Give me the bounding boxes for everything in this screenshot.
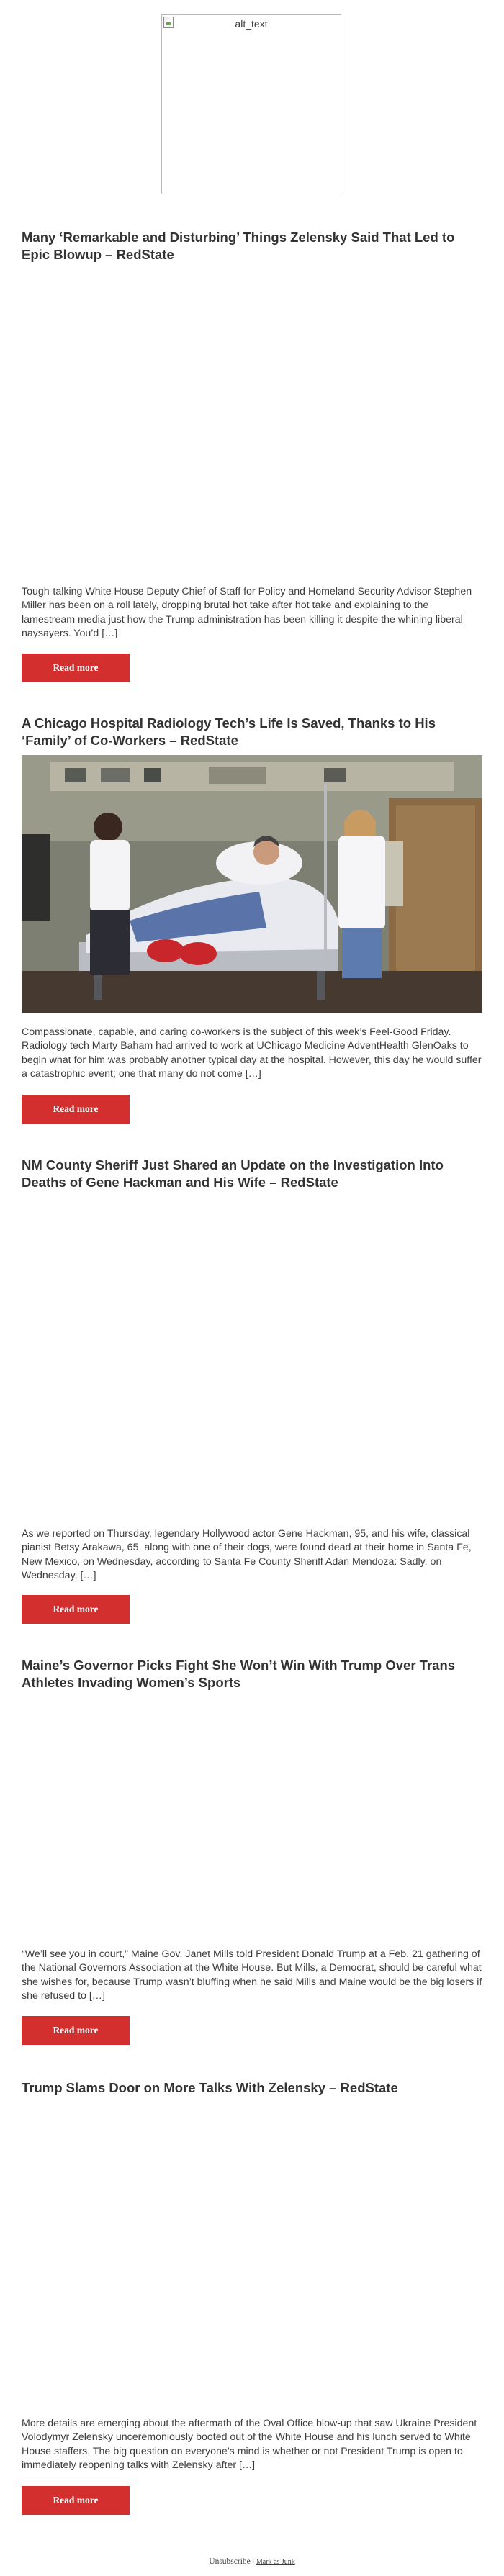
read-more-button[interactable]: Read more bbox=[22, 2486, 130, 2515]
article-card bbox=[22, 1157, 482, 1624]
read-more-button[interactable]: Read more bbox=[22, 654, 130, 682]
footer bbox=[0, 2557, 504, 2566]
article-title[interactable]: A Chicago Hospital Radiology Tech’s Life Is Saved, Thanks to His ‘Family’ of Co-Workers – RedState bbox=[22, 715, 436, 748]
article-card bbox=[22, 2079, 482, 2529]
read-more-button[interactable]: Read more bbox=[22, 1095, 130, 1124]
hospital-room-photo bbox=[22, 755, 482, 1013]
article-card bbox=[22, 715, 482, 1147]
article-image-placeholder bbox=[22, 1198, 482, 1526]
article-title[interactable]: NM County Sheriff Just Shared an Update on the Investigation Into Deaths of Gene Hackman and His Wife – RedState bbox=[22, 1157, 444, 1190]
article-title[interactable]: Maine’s Governor Picks Fight She Won’t Win With Trump Over Trans Athletes Invading Women’s Sports bbox=[22, 1658, 456, 1690]
article-excerpt: Tough-talking White House Deputy Chief of Staff for Policy and Homeland Security Advisor Stephen Miller has been on a roll lately, dropping brutal hot take after hot take and explaining to the lamestream media just how the Trump administration has been killing it despite the whining liberal naysayers. You’d […] bbox=[22, 586, 472, 640]
unsubscribe-label[interactable]: Unsubscribe bbox=[209, 2557, 251, 2566]
read-more-button[interactable]: Read more bbox=[22, 2016, 130, 2045]
article-card bbox=[22, 229, 482, 684]
article-excerpt: More details are emerging about the aftermath of the Oval Office blow-up that saw Ukraine President Volodymyr Zelensky unceremoniously booted out of the White House and his lunch served to White House staffers. The big question on everyone’s mind is whether or not President Trump is open to immediately reopening talks with Zelensky after […] bbox=[22, 2418, 477, 2472]
article-image-placeholder bbox=[22, 2104, 482, 2410]
article-photo[interactable] bbox=[22, 755, 482, 1013]
article-excerpt: “We’ll see you in court,” Maine Gov. Janet Mills told President Donald Trump at a Feb. 21 gathering of the National Governors Association at the White House. But Mills, a Democrat, should be careful what she wishes for, because Trump wasn’t bluffing when he said Mills and Maine would be the big losers if she refused to […] bbox=[22, 1948, 482, 2002]
logo-alt-text: alt_text bbox=[235, 18, 268, 30]
article-excerpt: Compassionate, capable, and caring co-workers is the subject of this week’s Feel-Good Friday. Radiology tech Marty Baham had arrived to work at UChicago Medicine AdventHealth GlenOaks to begin what for him was probably another typical day at the hospital. However, this day he would suffer a catastrophic event; one that many do not come […] bbox=[22, 1026, 482, 1080]
article-card bbox=[22, 1657, 482, 2046]
footer-separator: | bbox=[252, 2557, 254, 2566]
article-title[interactable]: Trump Slams Door on More Talks With Zelensky – RedState bbox=[22, 2080, 398, 2095]
article-title[interactable]: Many ‘Remarkable and Disturbing’ Things Zelensky Said That Led to Epic Blowup – RedState bbox=[22, 230, 455, 262]
article-excerpt: As we reported on Thursday, legendary Hollywood actor Gene Hackman, 95, and his wife, classical pianist Betsy Arakawa, 65, along with one of their dogs, were found dead at their home in Santa Fe, New Mexico, on Wednesday, according to Santa Fe County Sheriff Adan Mendoza: Sadly, on Wednesday, […] bbox=[22, 1528, 472, 1582]
logo-image bbox=[161, 14, 341, 194]
article-image-placeholder bbox=[22, 1699, 482, 1943]
article-image-placeholder bbox=[22, 271, 482, 580]
mark-as-junk-link[interactable]: Mark as Junk bbox=[256, 2558, 295, 2566]
read-more-button[interactable]: Read more bbox=[22, 1595, 130, 1624]
